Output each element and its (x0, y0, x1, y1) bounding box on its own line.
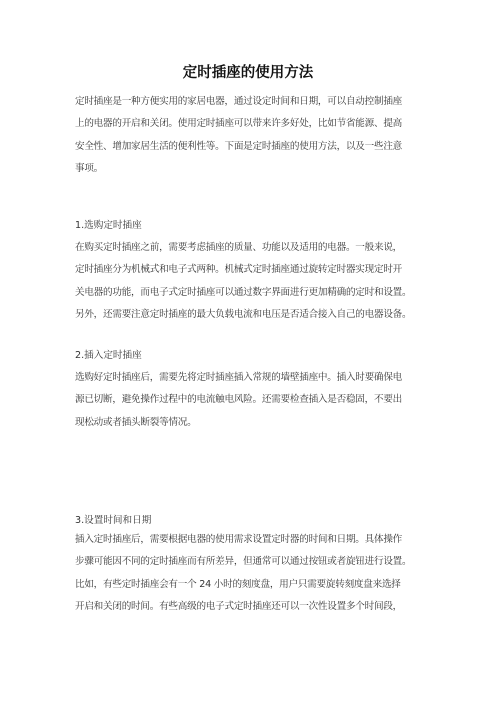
text-line: 比如，有些定时插座会有一个 24 小时的刻度盘，用户只需要旋转刻度盘来选择 (75, 578, 401, 590)
text-line: 现松动或者插头断裂等情况。 (75, 416, 197, 428)
intro-paragraph (75, 91, 423, 181)
text-line: 定时插座分为机械式和电子式两种。机械式定时插座通过旋转定时器实现定时开 (75, 264, 403, 276)
text-line: 选购好定时插座后，需要先将定时插座插入常规的墙壁插座中。插入时要确保电 (75, 372, 403, 383)
section-heading: 3.设置时间和日期 (75, 515, 152, 526)
page-title: 定时插座的使用方法 (182, 65, 314, 81)
text-line: 上的电器的开启和关闭。使用定时插座可以带来许多好处，比如节省能源、提高 (75, 118, 403, 130)
section-paragraph (75, 367, 423, 434)
text-line: 步骤可能因不同的定时插座而有所差异，但通常可以通过按钮或者旋钮进行设置。 (75, 556, 412, 568)
section-heading: 1.选购定时插座 (75, 220, 142, 231)
text-line: 安全性、增加家居生活的便利性等。下面是定时插座的使用方法，以及一些注意 (75, 140, 403, 152)
text-line: 源已切断，避免操作过程中的电流触电风险。还需要检查插入是否稳固，不要出 (75, 394, 403, 406)
text-line: 关电器的功能，而电子式定时插座可以通过数字界面进行更加精确的定时和设置。 (75, 286, 412, 298)
section-paragraph (75, 237, 423, 327)
text-line: 定时插座是一种方便实用的家居电器，通过设定时间和日期，可以自动控制插座 (75, 96, 403, 107)
section-paragraph (75, 529, 423, 619)
text-line: 插入定时插座后，需要根据电器的使用需求设置定时器的时间和日期。具体操作 (75, 534, 403, 545)
text-line: 在购买定时插座之前，需要考虑插座的质量、功能以及适用的电器。一般来说， (75, 242, 403, 253)
text-line: 另外，还需要注意定时插座的最大负载电流和电压是否适合接入自己的电器设备。 (75, 309, 412, 321)
text-line: 事项。 (75, 163, 104, 175)
text-line: 开启和关闭的时间。有些高级的电子式定时插座还可以一次性设置多个时间段， (75, 601, 403, 613)
section-heading: 2.插入定时插座 (75, 350, 142, 361)
